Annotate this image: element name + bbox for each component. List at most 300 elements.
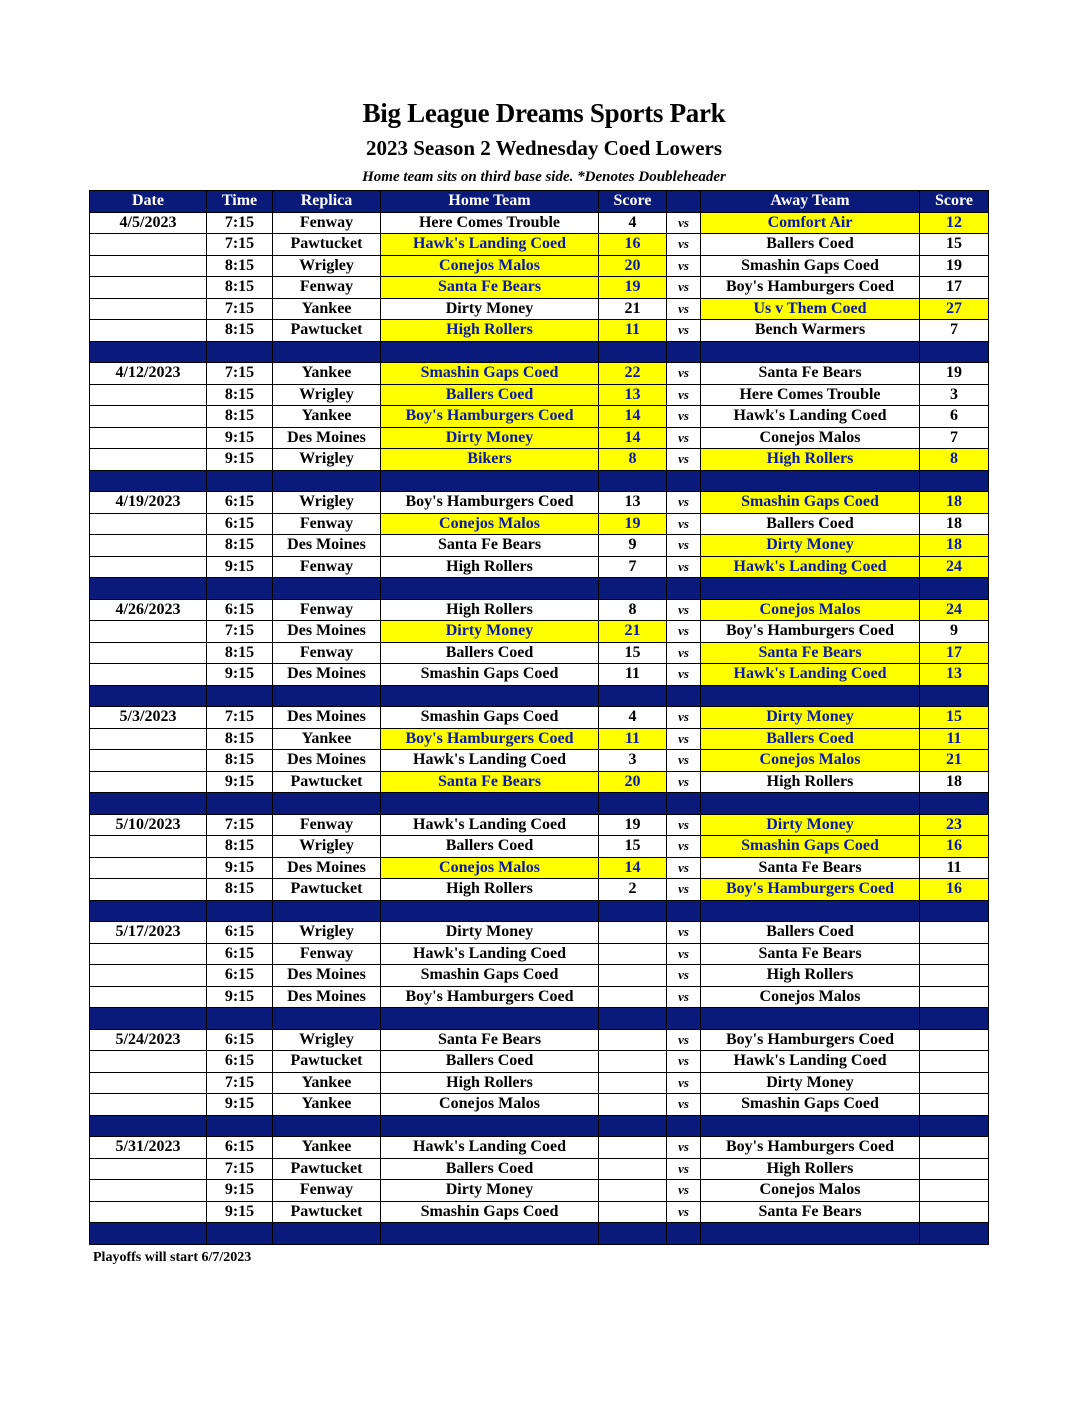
home-score-cell <box>599 1137 667 1159</box>
home-team-cell: Boy's Hamburgers Coed <box>381 406 599 428</box>
away-team-cell: Hawk's Landing Coed <box>701 406 920 428</box>
date-cell <box>90 642 207 664</box>
vs-cell: vs <box>667 728 701 750</box>
home-score-cell: 20 <box>599 771 667 793</box>
table-row <box>90 1201 989 1223</box>
away-score-cell: 7 <box>920 427 989 449</box>
table-row <box>90 707 989 729</box>
separator-cell <box>381 578 599 600</box>
away-score-cell <box>920 965 989 987</box>
away-team-cell: Santa Fe Bears <box>701 857 920 879</box>
date-cell <box>90 406 207 428</box>
week-separator-row <box>90 900 989 922</box>
vs-cell: vs <box>667 406 701 428</box>
separator-cell <box>701 470 920 492</box>
home-score-cell <box>599 1072 667 1094</box>
table-row <box>90 1158 989 1180</box>
home-score-cell: 16 <box>599 234 667 256</box>
away-score-cell: 18 <box>920 492 989 514</box>
home-team-cell: Smashin Gaps Coed <box>381 664 599 686</box>
table-row <box>90 857 989 879</box>
date-cell <box>90 1094 207 1116</box>
replica-cell: Pawtucket <box>273 320 381 342</box>
separator-cell <box>701 900 920 922</box>
vs-cell: vs <box>667 492 701 514</box>
vs-cell: vs <box>667 513 701 535</box>
away-score-cell <box>920 1180 989 1202</box>
away-team-cell: Boy's Hamburgers Coed <box>701 1137 920 1159</box>
separator-cell <box>599 470 667 492</box>
away-score-cell <box>920 922 989 944</box>
home-team-cell: Conejos Malos <box>381 513 599 535</box>
date-cell <box>90 1201 207 1223</box>
home-team-cell: Hawk's Landing Coed <box>381 1137 599 1159</box>
table-row <box>90 943 989 965</box>
home-score-cell: 8 <box>599 599 667 621</box>
separator-cell <box>701 685 920 707</box>
separator-cell <box>920 341 989 363</box>
away-team-cell: Here Comes Trouble <box>701 384 920 406</box>
separator-cell <box>381 1008 599 1030</box>
time-cell: 8:15 <box>207 642 273 664</box>
date-cell <box>90 513 207 535</box>
date-cell <box>90 556 207 578</box>
time-cell: 6:15 <box>207 492 273 514</box>
separator-cell <box>273 578 381 600</box>
separator-cell <box>273 341 381 363</box>
home-team-cell: Smashin Gaps Coed <box>381 1201 599 1223</box>
away-team-cell: Conejos Malos <box>701 599 920 621</box>
away-team-cell: Ballers Coed <box>701 922 920 944</box>
time-cell: 9:15 <box>207 1180 273 1202</box>
time-cell: 6:15 <box>207 1029 273 1051</box>
away-team-cell: Conejos Malos <box>701 986 920 1008</box>
date-cell <box>90 277 207 299</box>
away-team-cell: Conejos Malos <box>701 1180 920 1202</box>
home-score-cell: 11 <box>599 664 667 686</box>
away-team-cell: High Rollers <box>701 1158 920 1180</box>
home-team-cell: Conejos Malos <box>381 1094 599 1116</box>
separator-cell <box>667 1008 701 1030</box>
separator-cell <box>273 900 381 922</box>
home-team-cell: Ballers Coed <box>381 1051 599 1073</box>
home-team-cell: High Rollers <box>381 879 599 901</box>
separator-cell <box>90 470 207 492</box>
vs-cell: vs <box>667 1201 701 1223</box>
away-score-cell: 24 <box>920 599 989 621</box>
table-row <box>90 664 989 686</box>
away-score-cell <box>920 943 989 965</box>
separator-cell <box>381 900 599 922</box>
table-row <box>90 750 989 772</box>
vs-cell: vs <box>667 814 701 836</box>
separator-cell <box>207 685 273 707</box>
away-score-cell <box>920 1072 989 1094</box>
col-header-away-score: Score <box>920 191 989 213</box>
replica-cell: Fenway <box>273 556 381 578</box>
date-cell <box>90 664 207 686</box>
time-cell: 7:15 <box>207 621 273 643</box>
replica-cell: Wrigley <box>273 836 381 858</box>
home-score-cell <box>599 1029 667 1051</box>
away-team-cell: Smashin Gaps Coed <box>701 836 920 858</box>
home-team-cell: Ballers Coed <box>381 1158 599 1180</box>
vs-cell: vs <box>667 771 701 793</box>
home-score-cell <box>599 1180 667 1202</box>
away-score-cell: 17 <box>920 277 989 299</box>
home-team-cell: Boy's Hamburgers Coed <box>381 728 599 750</box>
separator-cell <box>90 900 207 922</box>
vs-cell: vs <box>667 965 701 987</box>
separator-cell <box>90 685 207 707</box>
date-cell: 4/26/2023 <box>90 599 207 621</box>
replica-cell: Pawtucket <box>273 879 381 901</box>
away-team-cell: Ballers Coed <box>701 728 920 750</box>
away-score-cell: 16 <box>920 879 989 901</box>
time-cell: 6:15 <box>207 599 273 621</box>
away-score-cell <box>920 1201 989 1223</box>
time-cell: 9:15 <box>207 986 273 1008</box>
time-cell: 7:15 <box>207 363 273 385</box>
replica-cell: Wrigley <box>273 449 381 471</box>
vs-cell: vs <box>667 212 701 234</box>
vs-cell: vs <box>667 298 701 320</box>
separator-cell <box>701 341 920 363</box>
home-score-cell: 19 <box>599 513 667 535</box>
separator-cell <box>90 1115 207 1137</box>
week-separator-row <box>90 341 989 363</box>
away-team-cell: Boy's Hamburgers Coed <box>701 1029 920 1051</box>
table-row <box>90 406 989 428</box>
time-cell: 8:15 <box>207 320 273 342</box>
home-team-cell: Smashin Gaps Coed <box>381 363 599 385</box>
away-score-cell: 11 <box>920 728 989 750</box>
week-separator-row <box>90 1223 989 1245</box>
date-cell <box>90 1051 207 1073</box>
replica-cell: Pawtucket <box>273 1201 381 1223</box>
table-row <box>90 728 989 750</box>
vs-cell: vs <box>667 556 701 578</box>
separator-cell <box>90 1223 207 1245</box>
page-title: Big League Dreams Sports Park <box>362 98 726 128</box>
date-cell <box>90 836 207 858</box>
week-separator-row <box>90 578 989 600</box>
home-score-cell: 22 <box>599 363 667 385</box>
home-team-cell: Smashin Gaps Coed <box>381 707 599 729</box>
separator-cell <box>599 1008 667 1030</box>
date-cell <box>90 750 207 772</box>
away-score-cell: 17 <box>920 642 989 664</box>
home-score-cell: 8 <box>599 449 667 471</box>
home-team-cell: High Rollers <box>381 599 599 621</box>
replica-cell: Pawtucket <box>273 234 381 256</box>
replica-cell: Wrigley <box>273 384 381 406</box>
table-row <box>90 1051 989 1073</box>
replica-cell: Yankee <box>273 298 381 320</box>
table-header-row <box>90 191 989 213</box>
vs-cell: vs <box>667 277 701 299</box>
separator-cell <box>701 1223 920 1245</box>
home-score-cell: 13 <box>599 492 667 514</box>
home-team-cell: Ballers Coed <box>381 836 599 858</box>
replica-cell: Wrigley <box>273 922 381 944</box>
separator-cell <box>599 900 667 922</box>
vs-cell: vs <box>667 642 701 664</box>
table-row <box>90 1180 989 1202</box>
table-row <box>90 1137 989 1159</box>
away-score-cell: 8 <box>920 449 989 471</box>
table-row <box>90 621 989 643</box>
separator-cell <box>667 1223 701 1245</box>
separator-cell <box>667 793 701 815</box>
away-score-cell: 27 <box>920 298 989 320</box>
home-team-cell: High Rollers <box>381 320 599 342</box>
vs-cell: vs <box>667 1029 701 1051</box>
home-team-cell: Dirty Money <box>381 922 599 944</box>
away-team-cell: Smashin Gaps Coed <box>701 492 920 514</box>
home-score-cell <box>599 965 667 987</box>
date-cell <box>90 449 207 471</box>
replica-cell: Pawtucket <box>273 1051 381 1073</box>
home-team-cell: High Rollers <box>381 556 599 578</box>
vs-cell: vs <box>667 707 701 729</box>
separator-cell <box>90 341 207 363</box>
away-score-cell: 9 <box>920 621 989 643</box>
home-team-cell: Hawk's Landing Coed <box>381 943 599 965</box>
separator-cell <box>599 685 667 707</box>
home-score-cell: 9 <box>599 535 667 557</box>
away-score-cell: 21 <box>920 750 989 772</box>
time-cell: 9:15 <box>207 449 273 471</box>
away-score-cell: 18 <box>920 513 989 535</box>
away-team-cell: Smashin Gaps Coed <box>701 1094 920 1116</box>
separator-cell <box>667 1115 701 1137</box>
table-row <box>90 298 989 320</box>
away-score-cell <box>920 986 989 1008</box>
vs-cell: vs <box>667 1137 701 1159</box>
replica-cell: Fenway <box>273 642 381 664</box>
home-team-cell: Bikers <box>381 449 599 471</box>
date-cell: 4/19/2023 <box>90 492 207 514</box>
home-team-cell: Hawk's Landing Coed <box>381 750 599 772</box>
time-cell: 7:15 <box>207 234 273 256</box>
home-team-cell: Conejos Malos <box>381 255 599 277</box>
away-team-cell: Bench Warmers <box>701 320 920 342</box>
date-cell: 5/17/2023 <box>90 922 207 944</box>
col-header-date: Date <box>90 191 207 213</box>
home-team-cell: Boy's Hamburgers Coed <box>381 492 599 514</box>
time-cell: 8:15 <box>207 836 273 858</box>
replica-cell: Pawtucket <box>273 1158 381 1180</box>
separator-cell <box>599 578 667 600</box>
time-cell: 9:15 <box>207 857 273 879</box>
time-cell: 8:15 <box>207 277 273 299</box>
date-cell: 5/31/2023 <box>90 1137 207 1159</box>
time-cell: 9:15 <box>207 556 273 578</box>
home-team-cell: Santa Fe Bears <box>381 771 599 793</box>
home-team-cell: Santa Fe Bears <box>381 1029 599 1051</box>
separator-cell <box>599 1223 667 1245</box>
time-cell: 6:15 <box>207 922 273 944</box>
time-cell: 8:15 <box>207 728 273 750</box>
replica-cell: Fenway <box>273 212 381 234</box>
replica-cell: Des Moines <box>273 664 381 686</box>
vs-cell: vs <box>667 664 701 686</box>
table-row <box>90 599 989 621</box>
col-header-time: Time <box>207 191 273 213</box>
separator-cell <box>701 1115 920 1137</box>
vs-cell: vs <box>667 320 701 342</box>
schedule-note: Home team sits on third base side. *Denotes Doubleheader <box>362 169 726 185</box>
week-separator-row <box>90 793 989 815</box>
table-row <box>90 492 989 514</box>
table-row <box>90 427 989 449</box>
table-row <box>90 1094 989 1116</box>
away-team-cell: High Rollers <box>701 771 920 793</box>
date-cell <box>90 234 207 256</box>
time-cell: 6:15 <box>207 965 273 987</box>
time-cell: 7:15 <box>207 1072 273 1094</box>
home-team-cell: Santa Fe Bears <box>381 535 599 557</box>
home-team-cell: Dirty Money <box>381 298 599 320</box>
page-subtitle: 2023 Season 2 Wednesday Coed Lowers <box>365 136 723 160</box>
replica-cell: Pawtucket <box>273 771 381 793</box>
home-team-cell: Dirty Money <box>381 427 599 449</box>
table-row <box>90 449 989 471</box>
home-team-cell: Boy's Hamburgers Coed <box>381 986 599 1008</box>
col-header-away-team: Away Team <box>701 191 920 213</box>
home-score-cell: 21 <box>599 298 667 320</box>
table-row <box>90 556 989 578</box>
home-score-cell: 20 <box>599 255 667 277</box>
away-team-cell: Boy's Hamburgers Coed <box>701 621 920 643</box>
table-row <box>90 642 989 664</box>
time-cell: 8:15 <box>207 384 273 406</box>
replica-cell: Des Moines <box>273 986 381 1008</box>
away-team-cell: Us v Them Coed <box>701 298 920 320</box>
separator-cell <box>920 685 989 707</box>
home-score-cell: 19 <box>599 277 667 299</box>
home-team-cell: Ballers Coed <box>381 384 599 406</box>
home-score-cell: 7 <box>599 556 667 578</box>
home-score-cell: 3 <box>599 750 667 772</box>
away-score-cell: 18 <box>920 535 989 557</box>
vs-cell: vs <box>667 1051 701 1073</box>
table-row <box>90 922 989 944</box>
date-cell: 4/12/2023 <box>90 363 207 385</box>
date-cell <box>90 1180 207 1202</box>
separator-cell <box>599 341 667 363</box>
home-score-cell <box>599 922 667 944</box>
replica-cell: Yankee <box>273 1072 381 1094</box>
date-cell <box>90 771 207 793</box>
separator-cell <box>667 341 701 363</box>
home-team-cell: High Rollers <box>381 1072 599 1094</box>
time-cell: 6:15 <box>207 1051 273 1073</box>
separator-cell <box>381 793 599 815</box>
table-row <box>90 320 989 342</box>
replica-cell: Fenway <box>273 1180 381 1202</box>
vs-cell: vs <box>667 986 701 1008</box>
table-row <box>90 277 989 299</box>
date-cell <box>90 965 207 987</box>
away-score-cell: 16 <box>920 836 989 858</box>
replica-cell: Des Moines <box>273 857 381 879</box>
away-score-cell: 7 <box>920 320 989 342</box>
replica-cell: Fenway <box>273 277 381 299</box>
time-cell: 7:15 <box>207 212 273 234</box>
separator-cell <box>381 1115 599 1137</box>
time-cell: 9:15 <box>207 427 273 449</box>
home-team-cell: Ballers Coed <box>381 642 599 664</box>
time-cell: 7:15 <box>207 1158 273 1180</box>
home-score-cell: 14 <box>599 406 667 428</box>
separator-cell <box>599 793 667 815</box>
table-row <box>90 535 989 557</box>
date-cell <box>90 857 207 879</box>
time-cell: 9:15 <box>207 664 273 686</box>
vs-cell: vs <box>667 599 701 621</box>
date-cell <box>90 986 207 1008</box>
away-score-cell: 12 <box>920 212 989 234</box>
table-row <box>90 384 989 406</box>
away-team-cell: Boy's Hamburgers Coed <box>701 879 920 901</box>
week-separator-row <box>90 470 989 492</box>
playoffs-note: Playoffs will start 6/7/2023 <box>93 1250 252 1265</box>
home-score-cell <box>599 986 667 1008</box>
table-row <box>90 986 989 1008</box>
separator-cell <box>273 1223 381 1245</box>
separator-cell <box>207 1223 273 1245</box>
home-score-cell: 21 <box>599 621 667 643</box>
schedule-table <box>89 190 989 1245</box>
separator-cell <box>90 1008 207 1030</box>
separator-cell <box>273 470 381 492</box>
col-header-home-score: Score <box>599 191 667 213</box>
away-score-cell <box>920 1094 989 1116</box>
away-score-cell: 3 <box>920 384 989 406</box>
separator-cell <box>90 578 207 600</box>
home-score-cell: 14 <box>599 427 667 449</box>
away-score-cell: 15 <box>920 707 989 729</box>
away-team-cell: High Rollers <box>701 449 920 471</box>
separator-cell <box>667 578 701 600</box>
separator-cell <box>667 685 701 707</box>
home-score-cell: 15 <box>599 836 667 858</box>
vs-cell: vs <box>667 879 701 901</box>
separator-cell <box>667 900 701 922</box>
separator-cell <box>207 341 273 363</box>
replica-cell: Des Moines <box>273 535 381 557</box>
vs-cell: vs <box>667 1180 701 1202</box>
away-team-cell: High Rollers <box>701 965 920 987</box>
date-cell: 4/5/2023 <box>90 212 207 234</box>
away-team-cell: Ballers Coed <box>701 234 920 256</box>
date-cell <box>90 879 207 901</box>
home-team-cell: Hawk's Landing Coed <box>381 234 599 256</box>
vs-cell: vs <box>667 1072 701 1094</box>
away-team-cell: Santa Fe Bears <box>701 943 920 965</box>
time-cell: 6:15 <box>207 513 273 535</box>
week-separator-row <box>90 1115 989 1137</box>
separator-cell <box>381 341 599 363</box>
away-team-cell: Dirty Money <box>701 814 920 836</box>
home-score-cell: 15 <box>599 642 667 664</box>
date-cell <box>90 1072 207 1094</box>
week-separator-row <box>90 685 989 707</box>
home-score-cell: 11 <box>599 320 667 342</box>
replica-cell: Fenway <box>273 599 381 621</box>
